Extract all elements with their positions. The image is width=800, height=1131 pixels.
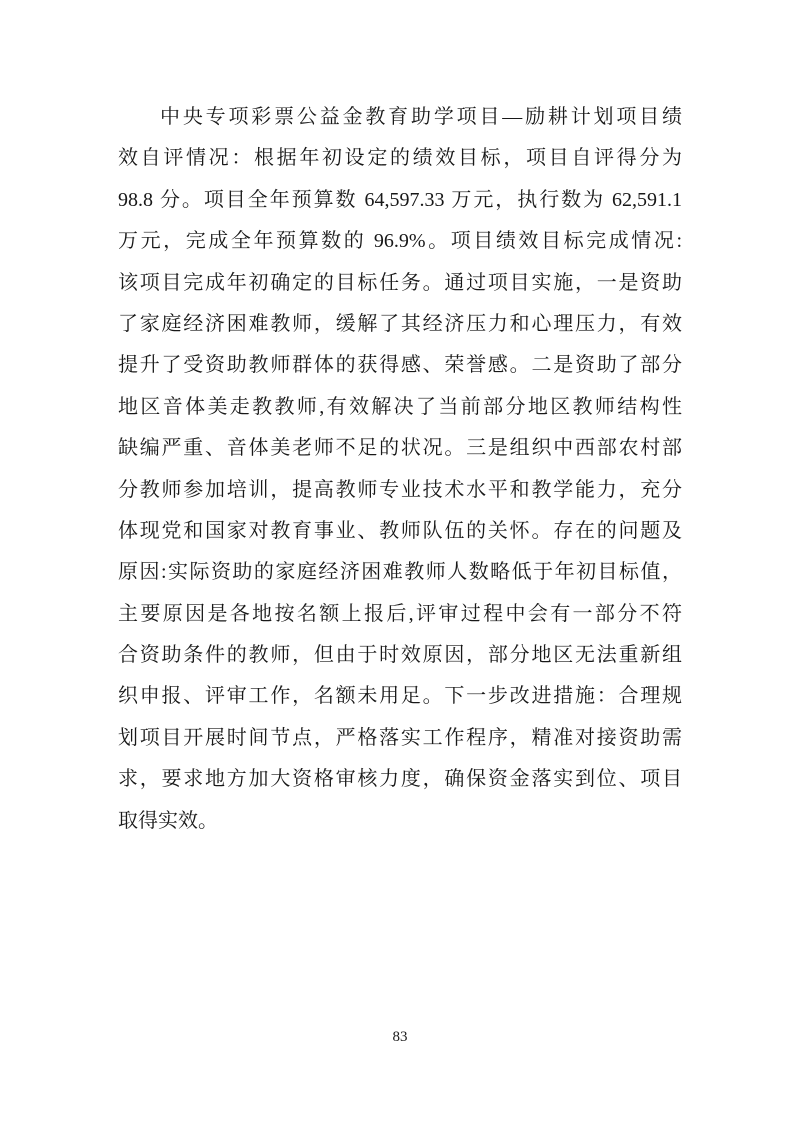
text-line: 合资助条件的教师，但由于时效原因，部分地区无法重新组 — [118, 644, 682, 667]
text-line: 万元，完成全年预算数的 96.9%。项目绩效目标完成情况: — [118, 230, 682, 253]
text-line: 原因:实际资助的家庭经济困难教师人数略低于年初目标值， — [118, 561, 682, 584]
text-line: 分教师参加培训，提高教师专业技术水平和教学能力，充分 — [118, 478, 682, 501]
text-line: 提升了受资助教师群体的获得感、荣誉感。二是资助了部分 — [118, 354, 682, 377]
text-line: 体现党和国家对教育事业、教师队伍的关怀。存在的问题及 — [118, 519, 682, 542]
text-line: 效自评情况：根据年初设定的绩效目标，项目自评得分为 — [118, 147, 682, 170]
text-line: 中央专项彩票公益金教育助学项目—励耕计划项目绩 — [160, 106, 682, 128]
text-line: 缺编严重、音体美老师不足的状况。三是组织中西部农村部 — [118, 437, 682, 460]
text-line: 取得实效。 — [118, 809, 218, 832]
text-line: 求，要求地方加大资格审核力度，确保资金落实到位、项目 — [118, 768, 682, 791]
text-line: 划项目开展时间节点，严格落实工作程序，精准对接资助需 — [118, 726, 682, 749]
page-footer — [0, 1028, 800, 1046]
page-number: 83 — [392, 1029, 408, 1045]
text-line: 了家庭经济困难教师，缓解了其经济压力和心理压力，有效 — [118, 312, 682, 335]
paragraph — [118, 97, 682, 842]
text-line: 织申报、评审工作，名额未用足。下一步改进措施：合理规 — [118, 685, 682, 708]
text-line: 主要原因是各地按名额上报后,评审过程中会有一部分不符 — [118, 602, 682, 625]
text-line: 98.8 分。项目全年预算数 64,597.33 万元，执行数为 62,591.1 — [118, 188, 682, 211]
text-line: 该项目完成年初确定的目标任务。通过项目实施，一是资助 — [118, 271, 682, 294]
text-line: 地区音体美走教教师,有效解决了当前部分地区教师结构性 — [118, 395, 682, 418]
